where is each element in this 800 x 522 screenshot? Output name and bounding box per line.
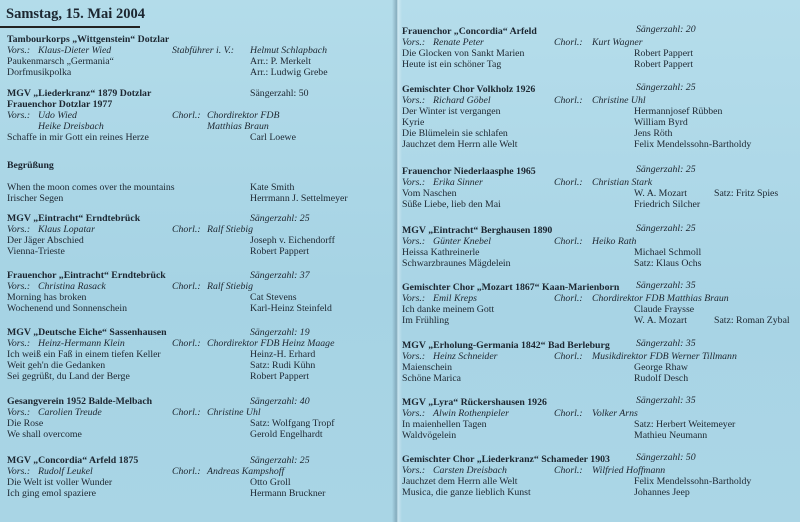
chorl-name: Chordirektor FDB Heinz Maage — [207, 338, 335, 349]
singer-count: Sängerzahl: 40 — [250, 396, 310, 407]
singer-count: Sängerzahl: 35 — [636, 395, 696, 406]
song-title: Paukenmarsch „Germania“ — [7, 56, 114, 67]
entry-title: Frauenchor „Concordia“ Arfeld — [402, 26, 537, 37]
song-credit: Gerold Engelhardt — [250, 429, 323, 440]
song-credit: Arr.: Ludwig Grebe — [250, 67, 328, 78]
chorl-label: Chorl.: — [554, 177, 583, 188]
chorl-label: Chorl.: — [172, 281, 201, 292]
chorl-name: Volker Arns — [592, 408, 638, 419]
song-title: Vienna-Trieste — [7, 246, 65, 257]
chorl-name: Christian Stark — [592, 177, 653, 188]
song-title: Süße Liebe, lieb den Mai — [402, 199, 501, 210]
chorl-label: Chorl.: — [554, 95, 583, 106]
chorl-label: Chorl.: — [554, 236, 583, 247]
song-credit: Johannes Jeep — [634, 487, 690, 498]
singer-count: Sängerzahl: 25 — [250, 455, 310, 466]
song-credit: Arr.: P. Merkelt — [250, 56, 311, 67]
vors-name: Günter Knebel — [433, 236, 491, 247]
chorl-label: Chorl.: — [554, 293, 583, 304]
song-credit: Mathieu Neumann — [634, 430, 708, 441]
song-credit: Satz: Klaus Ochs — [634, 258, 702, 269]
song-credit: Carl Loewe — [250, 132, 296, 143]
stab-label: Stabführer i. V.: — [172, 45, 235, 56]
song-credit: Karl-Heinz Steinfeld — [250, 303, 332, 314]
song-credit: Robert Pappert — [634, 59, 694, 70]
chorl-name: Christine Uhl — [207, 407, 261, 418]
vors-label: Vors.: — [402, 37, 426, 48]
song-credit: Jens Röth — [634, 128, 673, 139]
entry-title: MGV „Liederkranz“ 1879 Dotzlar — [7, 88, 152, 99]
song-credit: Heinz-H. Erhard — [250, 349, 316, 360]
chorl-label: Chorl.: — [172, 466, 201, 477]
song-credit: William Byrd — [634, 117, 688, 128]
song-credit: Otto Groll — [250, 477, 291, 488]
chorl-name-2: Matthias Braun — [207, 121, 269, 132]
chorl-label: Chorl.: — [554, 408, 583, 419]
vors-name: Klaus Lopatar — [38, 224, 95, 235]
chorl-label: Chorl.: — [554, 351, 583, 362]
song-title: Im Frühling — [402, 315, 450, 326]
song-credit: Robert Pappert — [250, 246, 310, 257]
song-credit: Kate Smith — [250, 182, 295, 193]
song-title: Schwarzbraunes Mägdelein — [402, 258, 511, 269]
song-credit: Felix Mendelssohn-Bartholdy — [634, 476, 752, 487]
song-credit: Hermannjosef Rübben — [634, 106, 723, 117]
song-title: Wochenend und Sonnenschein — [7, 303, 128, 314]
song-title: Schaffe in mir Gott ein reines Herze — [7, 132, 149, 143]
song-credit: Michael Schmoll — [634, 247, 702, 258]
entry-title: Begrüßung — [7, 160, 54, 171]
entry-title: MGV „Erholung-Germania 1842“ Bad Berleburg — [402, 340, 610, 351]
song-title: Die Glocken von Sankt Marien — [402, 48, 525, 59]
vors-label: Vors.: — [402, 351, 426, 362]
vors-label: Vors.: — [7, 224, 31, 235]
chorl-label: Chorl.: — [172, 224, 201, 235]
singer-count: Sängerzahl: 25 — [250, 213, 310, 224]
singer-count: Sängerzahl: 20 — [636, 24, 696, 35]
song-title: Heute ist ein schöner Tag — [402, 59, 502, 70]
chorl-name: Wilfried Hoffmann — [592, 465, 666, 476]
chorl-name: Ralf Stiebig — [207, 224, 253, 235]
song-credit: Rudolf Desch — [634, 373, 689, 384]
vors-label: Vors.: — [7, 407, 31, 418]
song-title: Kyrie — [402, 117, 425, 128]
song-credit: Hermann Bruckner — [250, 488, 326, 499]
singer-count: Sängerzahl: 35 — [636, 338, 696, 349]
singer-count: Sängerzahl: 25 — [636, 223, 696, 234]
entry-title: Gesangverein 1952 Balde-Melbach — [7, 396, 153, 407]
entry-title: Tambourkorps „Wittgenstein“ Dotzlar — [7, 34, 170, 45]
vors-label: Vors.: — [7, 281, 31, 292]
vors-name: Heinz-Hermann Klein — [38, 338, 125, 349]
entry-title: Gemischter Chor „Liederkranz“ Schameder 1903 — [402, 454, 610, 465]
singer-count: Sängerzahl: 25 — [636, 82, 696, 93]
song-title: Schöne Marica — [402, 373, 462, 384]
song-title: We shall overcome — [7, 429, 82, 440]
singer-count: Sängerzahl: 50 — [250, 88, 309, 99]
entry-title: Gemischter Chor Volkholz 1926 — [402, 84, 536, 95]
song-title: Die Welt ist voller Wunder — [7, 477, 113, 488]
vors-label: Vors.: — [7, 466, 31, 477]
vors-name: Udo Wied — [38, 110, 77, 121]
song-title: Weit geh'n die Gedanken — [7, 360, 106, 371]
vors-label: Vors.: — [402, 95, 426, 106]
vors-name: Alwin Rothenpieler — [433, 408, 509, 419]
entry-title: MGV „Concordia“ Arfeld 1875 — [7, 455, 139, 466]
singer-count: Sängerzahl: 19 — [250, 327, 310, 338]
song-title: Heissa Kathreinerle — [402, 247, 480, 258]
song-credit: W. A. Mozart — [634, 188, 687, 199]
vors-label: Vors.: — [402, 465, 426, 476]
song-title: Ich weiß ein Faß in einem tiefen Keller — [7, 349, 161, 360]
song-credit: Friedrich Silcher — [634, 199, 701, 210]
vors-label: Vors.: — [402, 408, 426, 419]
song-title: Ich ging emol spaziere — [7, 488, 96, 499]
song-credit: Satz: Wolfgang Tropf — [250, 418, 335, 429]
song-credit: Herrmann J. Settelmeyer — [250, 193, 348, 204]
song-title: Ich danke meinem Gott — [402, 304, 495, 315]
left-page — [0, 0, 396, 522]
song-credit-2: Satz: Roman Zybal — [714, 315, 790, 326]
song-title: Der Winter ist vergangen — [402, 106, 501, 117]
chorl-label: Chorl.: — [172, 338, 201, 349]
singer-count: Sängerzahl: 25 — [636, 164, 696, 175]
song-title: Die Rose — [7, 418, 44, 429]
song-title: In maienhellen Tagen — [402, 419, 487, 430]
chorl-name: Andreas Kampshoff — [207, 466, 285, 477]
song-credit: Robert Pappert — [250, 371, 310, 382]
song-title: Jauchzet dem Herrn alle Welt — [402, 476, 518, 487]
song-title: Maienschein — [402, 362, 453, 373]
entry-title: MGV „Eintracht“ Berghausen 1890 — [402, 225, 553, 236]
vors-label: Vors.: — [402, 177, 426, 188]
entry-title-2: Frauenchor Dotzlar 1977 — [7, 99, 113, 110]
date-heading: Samstag, 15. Mai 2004 — [6, 6, 145, 22]
song-credit: Cat Stevens — [250, 292, 297, 303]
song-title: Jauchzet dem Herrn alle Welt — [402, 139, 518, 150]
song-credit: Claude Fraysse — [634, 304, 695, 315]
entry-title: Frauenchor Niederlaasphe 1965 — [402, 166, 536, 177]
chorl-label: Chorl.: — [554, 37, 583, 48]
song-title: Irischer Segen — [7, 193, 64, 204]
chorl-label: Chorl.: — [172, 407, 201, 418]
entry-title: Frauenchor „Eintracht“ Erndtebrück — [7, 270, 166, 281]
vors-name: Rudolf Leukel — [38, 466, 93, 477]
song-credit: Felix Mendelssohn-Bartholdy — [634, 139, 752, 150]
chorl-name: Kurt Wagner — [592, 37, 643, 48]
vors-label: Vors.: — [7, 338, 31, 349]
entry-title: MGV „Deutsche Eiche“ Sassenhausen — [7, 327, 167, 338]
chorl-name: Chordirektor FDB — [207, 110, 280, 121]
song-title: Der Jäger Abschied — [7, 235, 84, 246]
song-credit: Joseph v. Eichendorff — [250, 235, 335, 246]
song-title: Waldvögelein — [402, 430, 457, 441]
vors-name: Carsten Dreisbach — [433, 465, 507, 476]
song-title: Sei gegrüßt, du Land der Berge — [7, 371, 130, 382]
vors-name: Christina Rasack — [38, 281, 106, 292]
chorl-name: Chordirektor FDB Matthias Braun — [592, 293, 729, 304]
vors-name: Klaus-Dieter Wied — [38, 45, 112, 56]
entry-title: MGV „Lyra“ Rückershausen 1926 — [402, 397, 547, 408]
song-title: Vom Naschen — [402, 188, 457, 199]
song-title: Musica, die ganze lieblich Kunst — [402, 487, 531, 498]
song-credit: Satz: Herbert Weitemeyer — [634, 419, 736, 430]
date-underline — [0, 26, 140, 28]
vors-label: Vors.: — [402, 293, 426, 304]
entry-title: MGV „Eintracht“ Erndtebrück — [7, 213, 141, 224]
chorl-name: Ralf Stiebig — [207, 281, 253, 292]
vors-label: Vors.: — [7, 45, 31, 56]
vors-name: Heinz Schneider — [433, 351, 498, 362]
chorl-name: Christine Uhl — [592, 95, 646, 106]
stab-name: Helmut Schlapbach — [250, 45, 327, 56]
singer-count: Sängerzahl: 50 — [636, 452, 696, 463]
song-title: Dorfmusikpolka — [7, 67, 72, 78]
song-credit-2: Satz: Fritz Spies — [714, 188, 779, 199]
vors-name: Erika Sinner — [433, 177, 483, 188]
entry-title: Gemischter Chor „Mozart 1867“ Kaan-Marienborn — [402, 282, 620, 293]
chorl-name: Heiko Rath — [592, 236, 637, 247]
song-credit: George Rhaw — [634, 362, 688, 373]
chorl-label: Chorl.: — [554, 465, 583, 476]
page-fold — [392, 0, 402, 522]
singer-count: Sängerzahl: 37 — [250, 270, 310, 281]
song-credit: Robert Pappert — [634, 48, 694, 59]
vors-label: Vors.: — [7, 110, 31, 121]
chorl-label: Chorl.: — [172, 110, 201, 121]
song-title: Morning has broken — [7, 292, 87, 303]
singer-count: Sängerzahl: 35 — [636, 280, 696, 291]
vors-name: Richard Göbel — [433, 95, 491, 106]
vors-name-2: Heike Dreisbach — [38, 121, 104, 132]
vors-name: Emil Kreps — [433, 293, 477, 304]
vors-name: Carolien Treude — [38, 407, 102, 418]
vors-label: Vors.: — [402, 236, 426, 247]
chorl-name: Musikdirektor FDB Werner Tillmann — [592, 351, 737, 362]
vors-name: Renate Peter — [433, 37, 484, 48]
song-credit: W. A. Mozart — [634, 315, 687, 326]
song-credit: Satz: Rudi Kühn — [250, 360, 316, 371]
song-title: When the moon comes over the mountains — [7, 182, 175, 193]
song-title: Die Blümelein sie schlafen — [402, 128, 508, 139]
